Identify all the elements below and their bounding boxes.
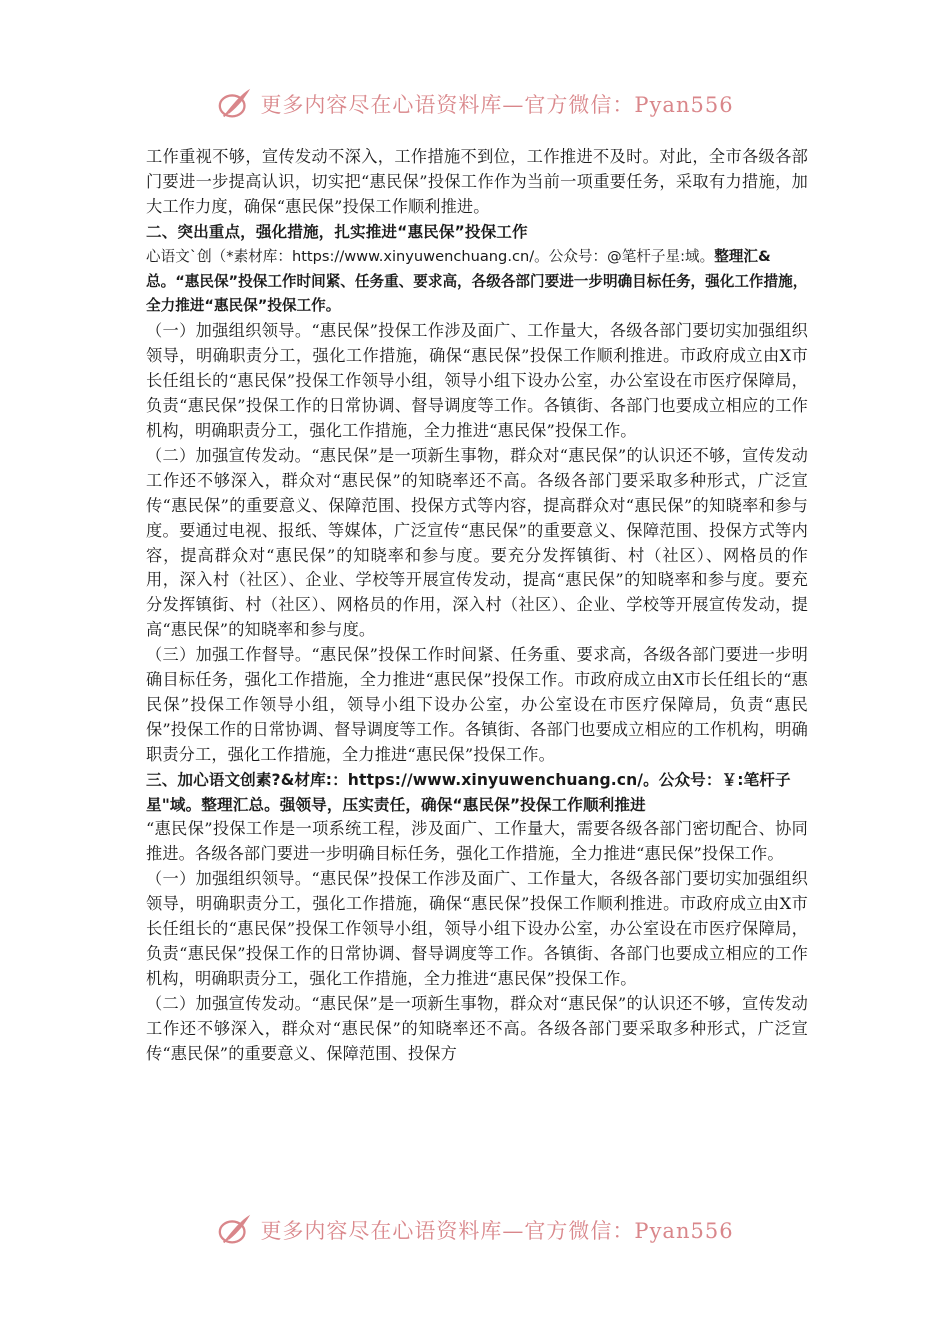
header-watermark [0,84,950,124]
section-heading-3: 三、加心语文创素?&材库:：https://www.xinyuwenchuang.cn/。公众号：￥:笔杆子星"域。整理汇总。强领导，压实责任，确保“惠民保”投保工作顺利推进 [146,770,791,814]
document-body [146,145,808,1067]
quill-logo-icon [216,85,254,123]
paragraph: 工作重视不够，宣传发动不深入，工作措施不到位，工作推进不及时。对此，全市各级各部门要进一步提高认识，切实把“惠民保”投保工作作为当前一项重要任务，采取有力措施，加大工作力度，确保“惠民保”投保工作顺利推进。 [146,147,808,216]
watermark-text: 更多内容尽在心语资料库—官方微信：Pyan556 [260,93,734,117]
watermark-text: 更多内容尽在心语资料库—官方微信：Pyan556 [260,1219,734,1243]
paragraph: （三）加强工作督导。“惠民保”投保工作时间紧、任务重、要求高，各级各部门要进一步明确目标任务，强化工作措施，全力推进“惠民保”投保工作。市政府成立由X市长任组长的“惠民保”投保工作领导小组，领导小组下设办公室，办公室设在市医疗保障局，负责“惠民保”投保工作的日常协调、督导调度等工作。各镇街、各部门也要成立相应的工作机构，明确职责分工，强化工作措施，全力推进“惠民保”投保工作。 [146,645,808,764]
paragraph: （一）加强组织领导。“惠民保”投保工作涉及面广、工作量大，各级各部门要切实加强组织领导，明确职责分工，强化工作措施，确保“惠民保”投保工作顺利推进。市政府成立由X市长任组长的“惠民保”投保工作领导小组，领导小组下设办公室，办公室设在市医疗保障局，负责“惠民保”投保工作的日常协调、督导调度等工作。各镇街、各部门也要成立相应的工作机构，明确职责分工，强化工作措施，全力推进“惠民保”投保工作。 [146,321,808,440]
paragraph: （一）加强组织领导。“惠民保”投保工作涉及面广、工作量大，各级各部门要切实加强组织领导，明确职责分工，强化工作措施，确保“惠民保”投保工作顺利推进。市政府成立由X市长任组长的“惠民保”投保工作领导小组，领导小组下设办公室，办公室设在市医疗保障局，负责“惠民保”投保工作的日常协调、督导调度等工作。各镇街、各部门也要成立相应的工作机构，明确职责分工，强化工作措施，全力推进“惠民保”投保工作。 [146,869,808,988]
quill-logo-icon [216,1211,254,1249]
paragraph: “惠民保”投保工作是一项系统工程，涉及面广、工作量大，需要各级各部门密切配合、协同推进。各级各部门要进一步明确目标任务，强化工作措施，全力推进“惠民保”投保工作。 [146,819,808,864]
source-note-plain: 心语文`创（*素材库：https://www.xinyuwenchuang.cn/。公众号：@笔杆子星:域。 [146,247,715,265]
paragraph: （二）加强宣传发动。“惠民保”是一项新生事物，群众对“惠民保”的认识还不够，宣传发动工作还不够深入，群众对“惠民保”的知晓率还不高。各级各部门要采取多种形式，广泛宣传“惠民保”的重要意义、保障范围、投保方 [146,993,808,1063]
source-note [146,245,808,320]
paragraph: （二）加强宣传发动。“惠民保”是一项新生事物，群众对“惠民保”的认识还不够，宣传发动工作还不够深入，群众对“惠民保”的知晓率还不高。各级各部门要采取多种形式，广泛宣传“惠民保”的重要意义、保障范围、投保方式等内容，提高群众对“惠民保”的知晓率和参与度。要通过电视、报纸、等媒体，广泛宣传“惠民保”的重要意义、保障范围、投保方式等内容，提高群众对“惠民保”的知晓率和参与度。要充分发挥镇街、村（社区）、网格员的作用，深入村（社区）、企业、学校等开展宣传发动，提高“惠民保”的知晓率和参与度。要充分发挥镇街、村（社区）、网格员的作用，深入村（社区）、企业、学校等开展宣传发动，提高“惠民保”的知晓率和参与度。 [146,445,808,640]
source-note-bold: 整理汇&总。“惠民保”投保工作时间紧、任务重、要求高，各级各部门要进一步明确目标任务，强化工作措施，全力推进“惠民保”投保工作。 [146,247,808,315]
section-heading-2: 二、突出重点，强化措施，扎实推进“惠民保”投保工作 [146,222,528,241]
footer-watermark [0,1210,950,1250]
